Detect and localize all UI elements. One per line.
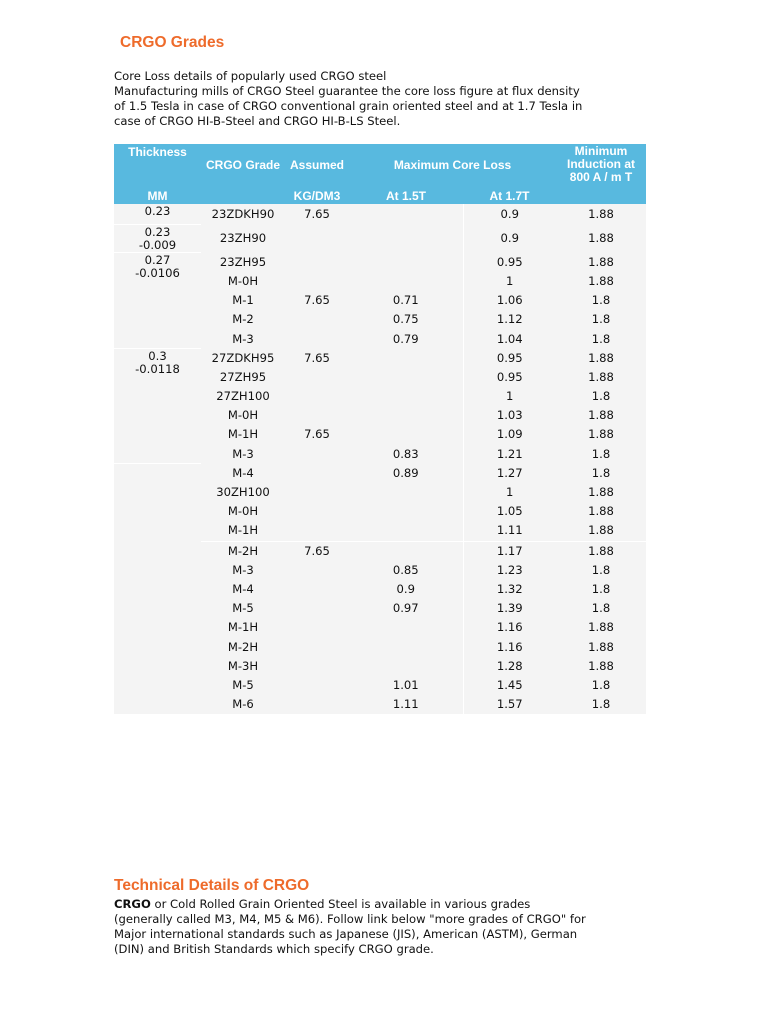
technical-line-rest: or Cold Rolled Grain Oriented Steel is available in various grades <box>150 897 531 911</box>
grade-cell: M-4 <box>201 464 285 483</box>
header-assumed: Assumed <box>285 144 349 185</box>
induction-cell: 1.88 <box>556 541 646 561</box>
grade-cell: M-0H <box>201 406 285 425</box>
induction-cell: 1.88 <box>556 483 646 502</box>
grade-cell: M-3 <box>201 561 285 580</box>
loss-1-5t-cell <box>349 204 463 225</box>
loss-1-7t-cell: 1.28 <box>463 657 556 676</box>
density-cell <box>285 272 349 291</box>
header-grade-blank <box>201 185 285 204</box>
induction-cell: 1.8 <box>556 695 646 714</box>
loss-1-5t-cell: 1.11 <box>349 695 463 714</box>
density-cell <box>285 310 349 329</box>
induction-cell: 1.8 <box>556 464 646 483</box>
induction-cell: 1.8 <box>556 561 646 580</box>
loss-1-5t-cell <box>349 368 463 387</box>
loss-1-5t-cell <box>349 483 463 502</box>
loss-1-5t-cell <box>349 225 463 253</box>
induction-cell: 1.8 <box>556 310 646 329</box>
grade-cell: M-3 <box>201 329 285 348</box>
loss-1-5t-cell: 0.85 <box>349 561 463 580</box>
loss-1-7t-cell: 1.45 <box>463 676 556 695</box>
induction-cell: 1.88 <box>556 368 646 387</box>
density-cell <box>285 329 349 348</box>
header-max-core-loss: Maximum Core Loss <box>349 144 556 185</box>
loss-1-5t-cell <box>349 406 463 425</box>
induction-cell: 1.88 <box>556 204 646 225</box>
intro-line: Core Loss details of popularly used CRGO steel <box>114 69 387 83</box>
density-cell <box>285 225 349 253</box>
thickness-cell: 0.3 -0.0118 <box>114 349 201 464</box>
loss-1-7t-cell: 1.03 <box>463 406 556 425</box>
loss-1-5t-cell <box>349 521 463 541</box>
density-cell <box>285 253 349 272</box>
loss-1-7t-cell: 1.11 <box>463 521 556 541</box>
technical-paragraph <box>114 897 654 957</box>
density-cell <box>285 618 349 637</box>
core-loss-table <box>114 144 646 715</box>
thickness-cell: 0.27 -0.0106 <box>114 253 201 349</box>
grade-cell: M-2H <box>201 637 285 656</box>
density-cell <box>285 521 349 541</box>
induction-cell: 1.88 <box>556 406 646 425</box>
loss-1-5t-cell: 1.01 <box>349 676 463 695</box>
induction-cell: 1.88 <box>556 657 646 676</box>
induction-cell: 1.88 <box>556 521 646 541</box>
grade-cell: M-1H <box>201 425 285 444</box>
loss-1-7t-cell: 1.32 <box>463 580 556 599</box>
loss-1-5t-cell: 0.71 <box>349 291 463 310</box>
intro-line: case of CRGO HI-B-Steel and CRGO HI-B-LS Steel. <box>114 114 401 128</box>
loss-1-5t-cell <box>349 253 463 272</box>
density-cell <box>285 387 349 406</box>
loss-1-5t-cell <box>349 502 463 521</box>
density-cell <box>285 580 349 599</box>
loss-1-7t-cell: 0.95 <box>463 253 556 272</box>
header-min-induction: Minimum Induction at 800 A / m T <box>556 144 646 204</box>
loss-1-7t-cell: 1.17 <box>463 541 556 561</box>
loss-1-7t-cell: 1.27 <box>463 464 556 483</box>
loss-1-5t-cell <box>349 657 463 676</box>
intro-line: of 1.5 Tesla in case of CRGO conventional grain oriented steel and at 1.7 Tesla in <box>114 99 583 113</box>
loss-1-5t-cell <box>349 349 463 368</box>
density-cell: 7.65 <box>285 349 349 368</box>
header-mm: MM <box>114 185 201 204</box>
loss-1-7t-cell: 1 <box>463 387 556 406</box>
technical-details-title: Technical Details of CRGO <box>114 877 310 894</box>
density-cell <box>285 406 349 425</box>
loss-1-5t-cell: 0.9 <box>349 580 463 599</box>
induction-cell: 1.8 <box>556 291 646 310</box>
grade-cell: M-1H <box>201 521 285 541</box>
induction-cell: 1.8 <box>556 387 646 406</box>
technical-line <box>114 897 654 912</box>
density-cell <box>285 637 349 656</box>
grade-cell: M-6 <box>201 695 285 714</box>
grade-cell: M-0H <box>201 502 285 521</box>
loss-1-5t-cell: 0.75 <box>349 310 463 329</box>
density-cell <box>285 561 349 580</box>
header-thickness: Thickness <box>114 144 201 185</box>
induction-cell: 1.8 <box>556 676 646 695</box>
technical-line: Major international standards such as Japanese (JIS), American (ASTM), German <box>114 927 578 941</box>
grade-cell: M-4 <box>201 580 285 599</box>
loss-1-7t-cell: 1.06 <box>463 291 556 310</box>
grade-cell: 23ZH90 <box>201 225 285 253</box>
loss-1-7t-cell: 0.9 <box>463 225 556 253</box>
loss-1-7t-cell: 1 <box>463 483 556 502</box>
induction-cell: 1.88 <box>556 272 646 291</box>
header-kg-dm3: KG/DM3 <box>285 185 349 204</box>
grade-cell: M-0H <box>201 272 285 291</box>
table-row <box>114 204 646 225</box>
induction-cell: 1.8 <box>556 329 646 348</box>
intro-line: Manufacturing mills of CRGO Steel guarantee the core loss figure at flux density <box>114 84 580 98</box>
induction-cell: 1.88 <box>556 425 646 444</box>
induction-cell: 1.88 <box>556 349 646 368</box>
loss-1-7t-cell: 1.12 <box>463 310 556 329</box>
page-title: CRGO Grades <box>120 34 225 51</box>
density-cell <box>285 464 349 483</box>
table-row <box>114 253 646 272</box>
induction-cell: 1.88 <box>556 502 646 521</box>
loss-1-7t-cell: 0.95 <box>463 368 556 387</box>
loss-1-7t-cell: 1.05 <box>463 502 556 521</box>
thickness-cell: 0.23 -0.009 <box>114 225 201 253</box>
density-cell <box>285 676 349 695</box>
density-cell <box>285 502 349 521</box>
loss-1-5t-cell: 0.79 <box>349 329 463 348</box>
loss-1-5t-cell <box>349 618 463 637</box>
loss-1-5t-cell <box>349 637 463 656</box>
technical-line: (DIN) and British Standards which specify CRGO grade. <box>114 942 434 956</box>
grade-cell: M-1 <box>201 291 285 310</box>
loss-1-7t-cell: 1.23 <box>463 561 556 580</box>
grade-cell: 23ZH95 <box>201 253 285 272</box>
loss-1-7t-cell: 1.57 <box>463 695 556 714</box>
grade-cell: M-1H <box>201 618 285 637</box>
intro-paragraph <box>114 69 674 129</box>
density-cell <box>285 657 349 676</box>
loss-1-5t-cell <box>349 425 463 444</box>
loss-1-7t-cell: 1.21 <box>463 445 556 464</box>
grade-cell: 27ZH100 <box>201 387 285 406</box>
loss-1-7t-cell: 1.16 <box>463 618 556 637</box>
loss-1-7t-cell: 0.9 <box>463 204 556 225</box>
induction-cell: 1.88 <box>556 637 646 656</box>
grade-cell: M-2 <box>201 310 285 329</box>
thickness-cell <box>114 464 201 714</box>
crgo-bold-term: CRGO <box>114 897 151 911</box>
induction-cell: 1.8 <box>556 599 646 618</box>
density-cell: 7.65 <box>285 204 349 225</box>
grade-cell: 27ZDKH95 <box>201 349 285 368</box>
loss-1-7t-cell: 1.39 <box>463 599 556 618</box>
density-cell: 7.65 <box>285 291 349 310</box>
header-at-1-7t: At 1.7T <box>463 185 556 204</box>
grade-cell: M-3H <box>201 657 285 676</box>
loss-1-7t-cell: 0.95 <box>463 349 556 368</box>
induction-cell: 1.88 <box>556 225 646 253</box>
loss-1-7t-cell: 1.09 <box>463 425 556 444</box>
technical-line: (generally called M3, M4, M5 & M6). Follow link below "more grades of CRGO" for <box>114 912 586 926</box>
density-cell <box>285 368 349 387</box>
header-at-1-5t: At 1.5T <box>349 185 463 204</box>
loss-1-5t-cell: 0.89 <box>349 464 463 483</box>
grade-cell: M-2H <box>201 541 285 561</box>
density-cell <box>285 483 349 502</box>
density-cell <box>285 695 349 714</box>
loss-1-5t-cell: 0.97 <box>349 599 463 618</box>
grade-cell: 30ZH100 <box>201 483 285 502</box>
loss-1-7t-cell: 1 <box>463 272 556 291</box>
induction-cell: 1.8 <box>556 445 646 464</box>
grade-cell: 23ZDKH90 <box>201 204 285 225</box>
grade-cell: 27ZH95 <box>201 368 285 387</box>
induction-cell: 1.8 <box>556 580 646 599</box>
induction-cell: 1.88 <box>556 253 646 272</box>
loss-1-5t-cell <box>349 272 463 291</box>
density-cell: 7.65 <box>285 541 349 561</box>
induction-cell: 1.88 <box>556 618 646 637</box>
density-cell <box>285 445 349 464</box>
table-row <box>114 464 646 483</box>
grade-cell: M-3 <box>201 445 285 464</box>
density-cell <box>285 599 349 618</box>
grade-cell: M-5 <box>201 676 285 695</box>
thickness-cell: 0.23 <box>114 204 201 225</box>
loss-1-5t-cell <box>349 541 463 561</box>
loss-1-7t-cell: 1.16 <box>463 637 556 656</box>
table-row <box>114 225 646 253</box>
header-crgo-grade: CRGO Grade <box>201 144 285 185</box>
grade-cell: M-5 <box>201 599 285 618</box>
loss-1-5t-cell <box>349 387 463 406</box>
table-row <box>114 349 646 368</box>
density-cell: 7.65 <box>285 425 349 444</box>
loss-1-5t-cell: 0.83 <box>349 445 463 464</box>
loss-1-7t-cell: 1.04 <box>463 329 556 348</box>
